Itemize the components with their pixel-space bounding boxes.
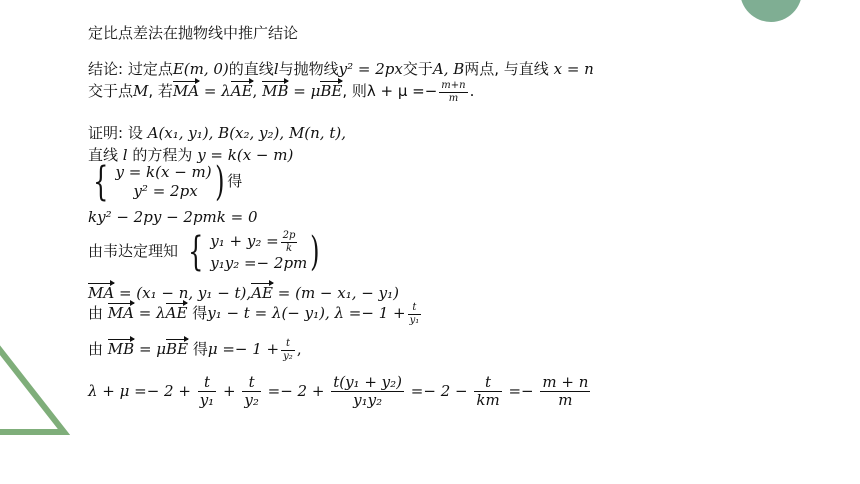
math: = λ [199,82,231,100]
math: l [122,146,128,164]
text: 与抛物线 [278,60,339,78]
math: λ + μ =− 2 + [88,381,191,400]
math: M [133,82,149,100]
fraction [439,80,467,104]
equation-system-1 [88,159,243,205]
text: . [469,82,475,100]
denominator: y₂ [244,391,259,410]
text: , [252,82,263,100]
text: 得 [192,304,208,322]
denominator: k [286,242,293,254]
text: 得 [192,340,208,358]
denominator: m [558,391,573,410]
text: 得 [227,172,243,190]
text: 证明: 设 [88,124,143,142]
right-paren: ) [310,228,320,275]
math: A, B [432,60,465,78]
math: μ =− 1 + [207,340,280,358]
math: y = k(x − m) [197,146,294,164]
vector-ae: AE [230,82,253,100]
math: = (x₁ − n, y₁ − t), [114,284,252,302]
denominator: y₁y₂ [353,391,383,410]
math: E(m, 0) [172,60,229,78]
text: 两点, 与直线 [464,60,549,78]
text: 由 [88,304,104,322]
math: =− 2 + [267,381,325,400]
vector-ae: AE [251,284,273,302]
fraction [281,230,298,254]
numerator: 2p [282,230,296,241]
math: y² = 2px [133,182,198,200]
system [183,230,323,274]
math: y₁y₂ =− 2pm [210,254,308,272]
right-paren: ) [214,159,225,205]
mu-line [88,338,302,362]
math: + [222,381,236,400]
vector-ma: MA [107,304,134,322]
numerator: t [408,302,422,315]
math: = μ [288,82,321,100]
text: 结论: 过定点 [88,60,173,78]
text: 由 [88,340,104,358]
page-title: 定比点差法在抛物线中推广结论 [88,24,299,42]
text: , 则λ + μ =− [342,82,438,100]
vector-be: BE [166,340,189,358]
math: x = n [553,60,594,78]
denominator: y₂ [283,350,293,362]
numerator: m + n [542,373,589,391]
system-rows [115,163,211,202]
fraction [331,374,404,410]
math: A(x₁, y₁), B(x₂, y₂), M(n, t), [147,124,346,142]
fraction [281,338,295,362]
lambda-line [88,302,423,326]
vieta-system [88,230,323,274]
vector-mb: MB [262,82,289,100]
numerator: t [242,374,261,392]
math: y₁ − t = λ(− y₁), λ =− 1 + [207,304,406,322]
text: 交于 [402,60,433,78]
text: 由韦达定理知 [88,241,179,260]
math: y² = 2px [338,60,403,78]
system [88,159,227,205]
text: , 若 [148,82,173,100]
text: 直线 [88,146,119,164]
final-line [88,374,592,410]
fraction [242,374,261,410]
denominator: m [448,92,459,104]
decorative-circle [740,0,802,22]
math: l [273,60,279,78]
vector-ma: MA [88,284,115,302]
math: ky² − 2py − 2pmk = 0 [88,208,258,226]
vector-ae: AE [165,304,188,322]
conclusion-line-1 [88,60,594,78]
text: , [296,340,302,358]
numerator: m+n [441,80,466,91]
vector-ma: MA [172,82,200,100]
vector-mb: MB [107,340,135,358]
left-brace: { [187,228,204,275]
math: =− [508,381,534,400]
math: y₁ + y₂ = [210,232,279,250]
numerator: t(y₁ + y₂) [333,373,403,391]
vector-be: BE [320,82,343,100]
decorative-triangle [0,310,80,440]
proof-line-1 [88,124,346,142]
denominator: y₁ [199,391,215,410]
quadratic-equation [88,208,258,226]
fraction [408,302,422,326]
fraction [198,374,217,410]
conclusion-line-2 [88,80,474,104]
numerator: t [281,338,295,351]
math: = μ [134,340,167,358]
numerator: t [474,374,501,392]
denominator: km [476,391,500,410]
left-brace: { [93,159,109,205]
text: 的方程为 [132,146,193,164]
fraction [540,374,590,410]
text: 的直线 [228,60,274,78]
fraction [474,374,501,410]
math: = (m − x₁, − y₁) [272,284,399,302]
numerator: t [198,374,217,392]
math: = λ [134,304,166,322]
denominator: y₁ [409,314,420,326]
text: 交于点 [88,82,134,100]
math: =− 2 − [410,381,468,400]
math: y = k(x − m) [115,162,212,181]
system-rows [210,230,307,274]
